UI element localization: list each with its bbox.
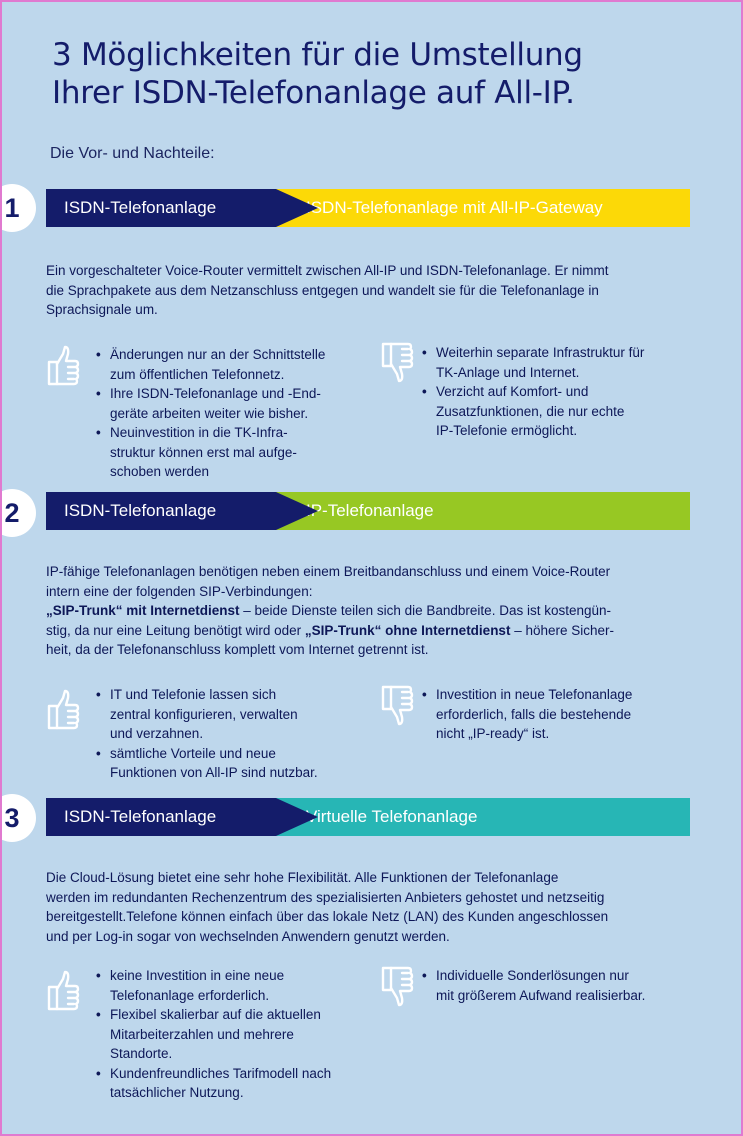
to-box — [276, 189, 690, 227]
pro-item: • Änderungen nur an der Schnittstelle zum öffentlichen Telefonnetz. — [96, 345, 376, 384]
pro-item: • sämtliche Vorteile und neue Funktionen von All-IP sind nutzbar. — [96, 744, 376, 783]
option-banner — [46, 798, 690, 836]
bold-term: „SIP-Trunk“ ohne Internetdienst — [304, 622, 511, 638]
con-item: • Investition in neue Telefonanlage erforderlich, falls die bestehende nicht „IP-ready“ ist. — [422, 685, 702, 744]
to-label: IP-Telefonanlage — [306, 501, 434, 520]
arrow-icon — [276, 492, 318, 530]
section-description — [46, 562, 696, 660]
page-title — [52, 36, 583, 112]
section-number-badge: 1 — [0, 184, 36, 232]
thumbs-up-icon — [46, 969, 80, 1011]
option-banner — [46, 492, 690, 530]
description-line: bereitgestellt.Telefone können einfach über das lokale Netz (LAN) des Kunden angeschlossen — [46, 909, 609, 924]
con-item: • Verzicht auf Komfort- und Zusatzfunktionen, die nur echte IP-Telefonie ermöglicht. — [422, 382, 702, 441]
from-label: ISDN-Telefonanlage — [46, 492, 276, 530]
description-line: intern eine der folgenden SIP-Verbindungen: — [46, 583, 313, 599]
pros-list — [96, 685, 376, 783]
section-number-badge: 3 — [0, 794, 36, 842]
description-line: und per Log-in sogar von wechselnden Anwendern genutzt werden. — [46, 928, 450, 944]
description-line: werden im redundanten Rechenzentrum des spezialisierten Anbieters gehostet und netzseitig — [46, 889, 605, 905]
cons-list — [422, 343, 702, 441]
pro-item: • Neuinvestition in die TK-Infra- struktur können erst mal aufge- schoben werden — [96, 423, 376, 482]
description-line: die Sprachpakete aus dem Netzanschluss entgegen und wandelt sie für die Telefonanlage in — [46, 282, 599, 298]
pro-item: • keine Investition in eine neue Telefonanlage erforderlich. — [96, 966, 386, 1005]
con-item: • Weiterhin separate Infrastruktur für TK-Anlage und Internet. — [422, 343, 702, 382]
section-number-badge: 2 — [0, 489, 36, 537]
arrow-icon — [276, 189, 318, 227]
description-line: Die Cloud-Lösung bietet eine sehr hohe Flexibilität. Alle Funktionen der Telefonanlage — [46, 870, 559, 885]
con-item: • Individuelle Sonderlösungen nur mit größerem Aufwand realisierbar. — [422, 966, 712, 1005]
section-description — [46, 868, 696, 946]
title-line-1: 3 Möglichkeiten für die Umstellung — [52, 37, 583, 73]
to-box — [276, 492, 690, 530]
description-line: stig, da nur eine Leitung benötigt wird oder „SIP-Trunk“ ohne Internetdienst – höhere Sicher- — [46, 622, 615, 638]
pro-item: • Kundenfreundliches Tarifmodell nach tatsächlicher Nutzung. — [96, 1064, 386, 1103]
thumbs-up-icon — [46, 344, 80, 386]
pro-item: • IT und Telefonie lassen sich zentral konfigurieren, verwalten und verzahnen. — [96, 685, 376, 744]
thumbs-down-icon — [380, 342, 414, 384]
cons-list — [422, 966, 712, 1005]
description-line: Sprachsignale um. — [46, 302, 158, 317]
cons-list — [422, 685, 702, 744]
subtitle: Die Vor- und Nachteile: — [50, 145, 215, 162]
title-line-2: Ihrer ISDN-Telefonanlage auf All-IP. — [52, 75, 575, 111]
description-line: „SIP-Trunk“ mit Internetdienst – beide Dienste teilen sich die Bandbreite. Das ist kostengün- — [46, 603, 611, 618]
bold-term: „SIP-Trunk“ mit Internetdienst — [46, 603, 240, 618]
pros-list — [96, 345, 376, 482]
pro-item: • Ihre ISDN-Telefonanlage und -End- geräte arbeiten weiter wie bisher. — [96, 384, 376, 423]
from-label: ISDN-Telefonanlage — [46, 189, 276, 227]
thumbs-down-icon — [380, 685, 414, 727]
from-label: ISDN-Telefonanlage — [46, 798, 276, 836]
option-banner — [46, 189, 690, 227]
pros-list — [96, 966, 386, 1103]
arrow-icon — [276, 798, 318, 836]
thumbs-down-icon — [380, 966, 414, 1008]
description-line: Ein vorgeschalteter Voice-Router vermittelt zwischen All-IP und ISDN-Telefonanlage. Er nimmt — [46, 263, 609, 278]
to-label: ISDN-Telefonanlage mit All-IP-Gateway — [306, 198, 603, 217]
description-line: heit, da der Telefonanschluss komplett vom Internet getrennt ist. — [46, 642, 429, 657]
thumbs-up-icon — [46, 688, 80, 730]
to-label: Virtuelle Telefonanlage — [306, 807, 478, 826]
section-description — [46, 261, 696, 320]
description-line: IP-fähige Telefonanlagen benötigen neben einem Breitbandanschluss und einem Voice-Router — [46, 564, 611, 579]
to-box — [276, 798, 690, 836]
pro-item: • Flexibel skalierbar auf die aktuellen Mitarbeiterzahlen und mehrere Standorte. — [96, 1005, 386, 1064]
